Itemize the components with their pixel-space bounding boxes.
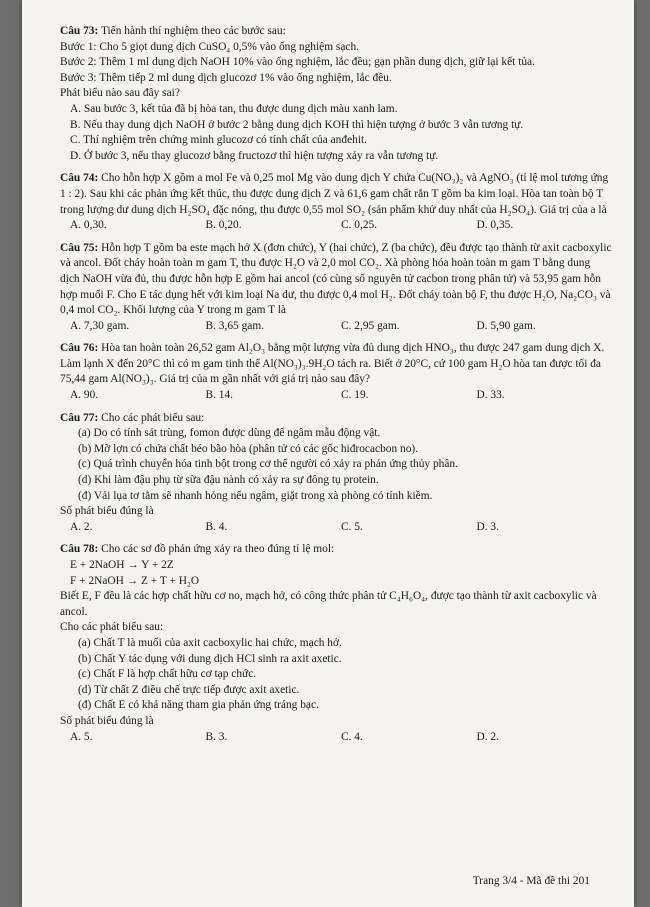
q76-option-b: B. 14. bbox=[205, 389, 234, 402]
question-75-title: Câu 75: bbox=[60, 241, 99, 254]
q77-item-a: (a) Do có tính sát trùng, fomon được dùng để ngâm mẫu động vật. bbox=[78, 427, 381, 440]
q73-step-3: Bước 3: Thêm tiếp 2 ml dung dịch glucozơ 1% vào ống nghiệm, lắc đều. bbox=[60, 71, 392, 84]
q73-prompt: Phát biểu nào sau đây sai? bbox=[60, 87, 180, 100]
question-73-stem: Tiến hành thí nghiệm theo các bước sau: bbox=[98, 25, 286, 37]
question-73-title: Câu 73: bbox=[60, 25, 99, 37]
q78-item-dd: (đ) Chất E có khả năng tham gia phản ứng tráng bạc. bbox=[78, 699, 319, 712]
q75-option-b: B. 3,65 gam. bbox=[205, 319, 265, 332]
q78-prompt-statements: Cho các phát biểu sau: bbox=[60, 621, 164, 634]
q73-step-1: Bước 1: Cho 5 giọt dung dịch CuSO₄ 0,5% vào ống nghiệm sạch. bbox=[60, 40, 360, 53]
q74-option-a: A. 0,30. bbox=[70, 219, 107, 232]
q78-option-b: B. 3. bbox=[205, 730, 228, 743]
q78-item-c: (c) Chất F là hợp chất hữu cơ tạp chức. bbox=[78, 668, 257, 681]
question-77-title: Câu 77: bbox=[60, 411, 99, 424]
question-77 bbox=[60, 411, 612, 536]
page-content bbox=[60, 24, 612, 745]
question-73 bbox=[60, 24, 612, 164]
q77-item-dd: (đ) Vải lụa tơ tằm sẽ nhanh hỏng nếu ngâm, giặt trong xà phòng có tính kiềm. bbox=[78, 489, 433, 502]
q78-reaction-1: E + 2NaOH → Y + 2Z bbox=[70, 559, 174, 571]
q77-item-c: (c) Quá trình chuyển hóa tinh bột trong cơ thể người có xảy ra phản ứng thủy phân. bbox=[78, 458, 458, 471]
q73-option-c: C. Thí nghiệm trên chứng minh glucozơ có tính chất của anđehit. bbox=[70, 134, 367, 147]
q74-option-d: D. 0,35. bbox=[476, 219, 514, 232]
q76-option-a: A. 90. bbox=[70, 389, 99, 402]
q73-option-d: D. Ở bước 3, nếu thay glucozơ bằng fructozơ thì hiện tượng xảy ra vẫn tương tự. bbox=[70, 149, 439, 162]
q76-option-c: C. 19. bbox=[341, 389, 369, 402]
q78-reaction-2: F + 2NaOH → Z + T + H₂O bbox=[70, 574, 200, 587]
question-76-stem: Hòa tan hoàn toàn 26,52 gam Al₂O₃ bằng một lượng vừa đủ dung dịch HNO₃, thu được 247 gam dung dịch X. Làm lạnh X đến 20°C thì có m gam tinh thể Al(NO₃)₃.9H₂O tách ra. Biết ở 20°C, cứ 100 gam H₂O hòa tan được tối đa 75,44 gam Al(NO₃)₃. Giá trị của m gần nhất với giá trị nào sau đây? bbox=[60, 342, 605, 386]
q76-option-d: D. 33. bbox=[476, 389, 505, 402]
q75-option-c: C. 2,95 gam. bbox=[341, 319, 400, 332]
q75-option-a: A. 7,30 gam. bbox=[70, 319, 130, 332]
q77-option-b: B. 4. bbox=[205, 520, 228, 533]
q78-option-c: C. 4. bbox=[341, 730, 363, 743]
q73-option-a: A. Sau bước 3, kết tủa đã bị hòa tan, thu được dung dịch màu xanh lam. bbox=[70, 102, 398, 115]
question-77-stem: Cho các phát biểu sau: bbox=[98, 411, 205, 424]
exam-page bbox=[22, 0, 634, 907]
page-footer: Trang 3/4 - Mã đề thi 201 bbox=[472, 875, 590, 887]
question-74 bbox=[60, 171, 612, 233]
q78-item-a: (a) Chất T là muối của axit cacboxylic hai chức, mạch hở. bbox=[78, 636, 342, 649]
question-78 bbox=[60, 542, 612, 745]
question-74-title: Câu 74: bbox=[60, 172, 99, 185]
q78-item-d: (d) Từ chất Z điều chế trực tiếp được axit axetic. bbox=[78, 683, 300, 696]
question-78-stem: Cho các sơ đồ phản ứng xảy ra theo đúng tỉ lệ mol: bbox=[98, 543, 335, 556]
q78-description: Biết E, F đều là các hợp chất hữu cơ no, mạch hở, có công thức phân tử C₄H₆O₄, được tạo thành từ axit cacboxylic và ancol. bbox=[60, 590, 597, 618]
q75-option-d: D. 5,90 gam. bbox=[476, 319, 536, 332]
q78-option-a: A. 5. bbox=[70, 730, 93, 743]
q77-option-d: D. 3. bbox=[476, 520, 499, 533]
q77-item-b: (b) Mỡ lợn có chứa chất béo bão hòa (phân tử có các gốc hiđrocacbon no). bbox=[78, 442, 419, 455]
question-76 bbox=[60, 341, 612, 403]
q73-step-2: Bước 2: Thêm 1 ml dung dịch NaOH 10% vào ống nghiệm, lắc đều; gạn phần dung dịch, giữ lại kết tủa. bbox=[60, 56, 535, 69]
q77-option-c: C. 5. bbox=[341, 520, 363, 533]
question-75 bbox=[60, 241, 612, 335]
question-74-stem: Cho hỗn hợp X gồm a mol Fe và 0,25 mol Mg vào dung dịch Y chứa Cu(NO₃)₂ và AgNO₃ (tỉ lệ mol tương ứng 1 : 2). Sau khi các phản ứng kết thúc, thu được dung dịch Z và 61,6 gam chất rắn T gồm ba kim loại. Hòa tan toàn bộ T trong lượng dư dung dịch H₂SO₄ đặc nóng, thu được 0,55 mol SO₂ (sản phẩm khử duy nhất của H₂SO₄). Giá trị của a là bbox=[60, 172, 609, 216]
q74-option-c: C. 0,25. bbox=[341, 219, 378, 232]
q77-item-d: (d) Khi làm đậu phụ từ sữa đậu nành có xảy ra sự đông tụ protein. bbox=[78, 474, 379, 487]
q73-option-b: B. Nếu thay dung dịch NaOH ở bước 2 bằng dung dịch KOH thì hiện tượng ở bước 3 vẫn tương tự. bbox=[70, 118, 524, 131]
q77-option-a: A. 2. bbox=[70, 520, 93, 533]
q74-option-b: B. 0,20. bbox=[205, 219, 242, 232]
q78-option-d: D. 2. bbox=[476, 730, 499, 743]
question-75-stem: Hỗn hợp T gồm ba este mạch hở X (đơn chức), Y (hai chức), Z (ba chức), đều được tạo thành từ axit cacboxylic và ancol. Đốt cháy hoàn toàn m gam T, thu được H₂O và 2,0 mol CO₂. Xà phòng hóa hoàn toàn m gam T bằng dung dịch NaOH vừa đủ, thu được hỗn hợp E gồm hai ancol (có cùng số nguyên tử cacbon trong phân tử) và 53,95 gam hỗn hợp muối F. Cho E tác dụng hết với kim loại Na dư, thu được 0,4 mol H₂. Đốt cháy toàn bộ F, thu được H₂O, Na₂CO₃ và 0,4 mol CO₂. Khối lượng của Y trong m gam T là bbox=[60, 241, 612, 317]
question-76-title: Câu 76: bbox=[60, 342, 99, 355]
q78-item-b: (b) Chất Y tác dụng với dung dịch HCl sinh ra axit axetic. bbox=[78, 652, 342, 665]
question-78-title: Câu 78: bbox=[60, 543, 99, 556]
q77-prompt: Số phát biểu đúng là bbox=[60, 505, 154, 518]
q78-prompt: Số phát biểu đúng là bbox=[60, 714, 154, 727]
